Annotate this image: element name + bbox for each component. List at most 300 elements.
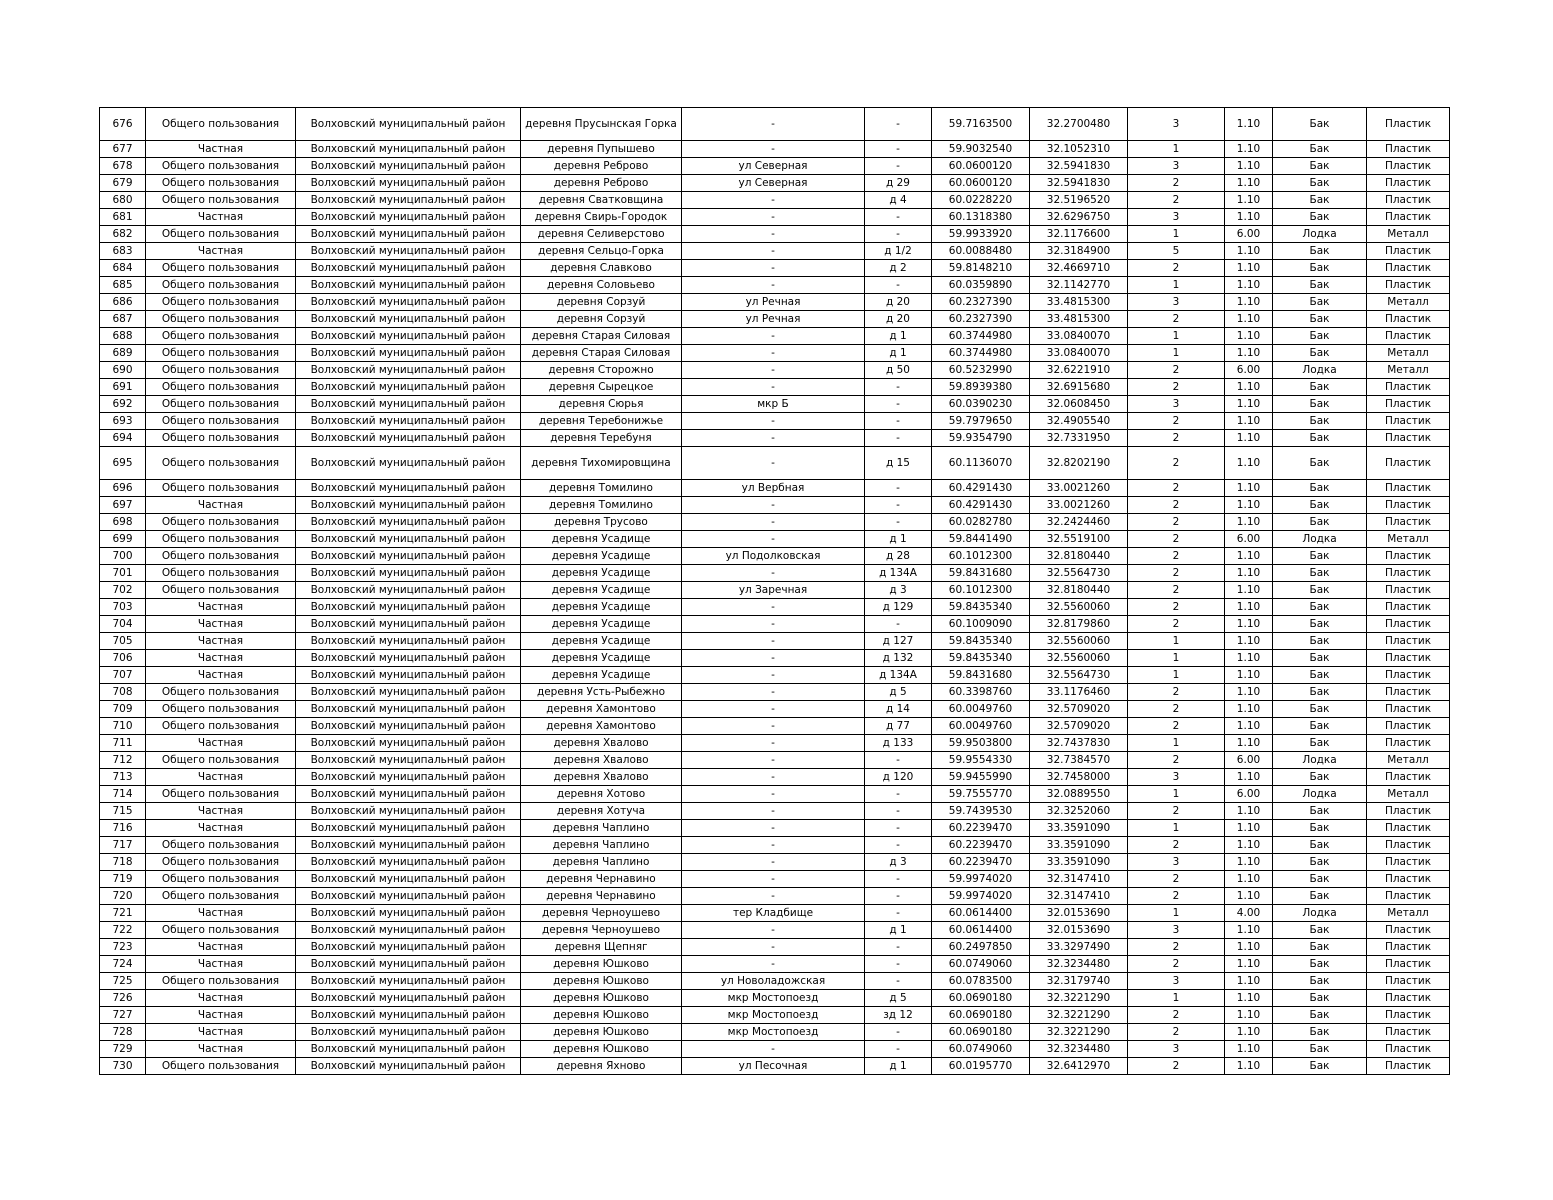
cell-house: д 5 [865, 990, 932, 1007]
cell-longitude: 32.3221290 [1030, 1007, 1128, 1024]
cell-row-number: 717 [100, 837, 146, 854]
cell-house: д 3 [865, 854, 932, 871]
cell-longitude: 32.6221910 [1030, 362, 1128, 379]
cell-street: - [682, 633, 865, 650]
cell-container-count: 3 [1128, 769, 1225, 786]
cell-volume: 1.10 [1225, 311, 1273, 328]
cell-volume: 1.10 [1225, 769, 1273, 786]
cell-container-type: Бак [1273, 379, 1367, 396]
cell-street: ул Речная [682, 294, 865, 311]
cell-container-count: 2 [1128, 956, 1225, 973]
cell-settlement: деревня Сватковщина [521, 192, 682, 209]
cell-longitude: 32.5564730 [1030, 565, 1128, 582]
cell-container-count: 2 [1128, 514, 1225, 531]
cell-ownership-type: Общего пользования [146, 192, 296, 209]
table-row [100, 956, 1450, 973]
cell-ownership-type: Общего пользования [146, 345, 296, 362]
cell-street: - [682, 565, 865, 582]
cell-ownership-type: Частная [146, 650, 296, 667]
cell-settlement: деревня Чаплино [521, 837, 682, 854]
cell-container-count: 1 [1128, 990, 1225, 1007]
cell-longitude: 32.3221290 [1030, 1024, 1128, 1041]
cell-ownership-type: Общего пользования [146, 786, 296, 803]
cell-volume: 1.10 [1225, 956, 1273, 973]
cell-longitude: 32.7458000 [1030, 769, 1128, 786]
cell-ownership-type: Частная [146, 735, 296, 752]
cell-volume: 6.00 [1225, 752, 1273, 769]
cell-container-type: Бак [1273, 345, 1367, 362]
cell-district: Волховский муниципальный район [296, 480, 521, 497]
cell-row-number: 700 [100, 548, 146, 565]
cell-longitude: 32.5941830 [1030, 158, 1128, 175]
cell-district: Волховский муниципальный район [296, 226, 521, 243]
cell-settlement: деревня Черноушево [521, 905, 682, 922]
cell-row-number: 714 [100, 786, 146, 803]
cell-volume: 1.10 [1225, 667, 1273, 684]
cell-ownership-type: Общего пользования [146, 294, 296, 311]
cell-district: Волховский муниципальный район [296, 735, 521, 752]
cell-house: д 134А [865, 667, 932, 684]
cell-material: Пластик [1367, 447, 1450, 480]
cell-row-number: 697 [100, 497, 146, 514]
cell-settlement: деревня Юшково [521, 1024, 682, 1041]
cell-row-number: 695 [100, 447, 146, 480]
cell-street: мкр Б [682, 396, 865, 413]
cell-street: ул Вербная [682, 480, 865, 497]
table-row [100, 854, 1450, 871]
cell-settlement: деревня Теребонижье [521, 413, 682, 430]
table-row [100, 650, 1450, 667]
cell-longitude: 32.2700480 [1030, 108, 1128, 141]
cell-house: д 129 [865, 599, 932, 616]
cell-latitude: 60.2239470 [932, 854, 1030, 871]
cell-row-number: 705 [100, 633, 146, 650]
cell-row-number: 685 [100, 277, 146, 294]
table-row [100, 430, 1450, 447]
table-row [100, 582, 1450, 599]
cell-material: Пластик [1367, 684, 1450, 701]
cell-container-count: 1 [1128, 650, 1225, 667]
cell-container-type: Бак [1273, 294, 1367, 311]
cell-material: Пластик [1367, 769, 1450, 786]
cell-longitude: 32.3234480 [1030, 1041, 1128, 1058]
cell-street: ул Речная [682, 311, 865, 328]
cell-ownership-type: Общего пользования [146, 565, 296, 582]
cell-row-number: 719 [100, 871, 146, 888]
cell-latitude: 59.8435340 [932, 633, 1030, 650]
cell-row-number: 720 [100, 888, 146, 905]
cell-district: Волховский муниципальный район [296, 413, 521, 430]
cell-district: Волховский муниципальный район [296, 599, 521, 616]
cell-ownership-type: Общего пользования [146, 260, 296, 277]
cell-volume: 1.10 [1225, 701, 1273, 718]
cell-settlement: деревня Юшково [521, 990, 682, 1007]
cell-material: Пластик [1367, 108, 1450, 141]
cell-container-count: 2 [1128, 582, 1225, 599]
cell-longitude: 33.4815300 [1030, 294, 1128, 311]
cell-house: - [865, 379, 932, 396]
cell-street: - [682, 939, 865, 956]
cell-house: - [865, 141, 932, 158]
cell-container-type: Бак [1273, 243, 1367, 260]
cell-container-count: 3 [1128, 922, 1225, 939]
cell-latitude: 59.9032540 [932, 141, 1030, 158]
cell-longitude: 32.8202190 [1030, 447, 1128, 480]
cell-district: Волховский муниципальный район [296, 1024, 521, 1041]
table-row [100, 243, 1450, 260]
cell-longitude: 32.5560060 [1030, 650, 1128, 667]
cell-volume: 1.10 [1225, 277, 1273, 294]
table-row [100, 1041, 1450, 1058]
cell-material: Металл [1367, 294, 1450, 311]
table-row [100, 141, 1450, 158]
cell-district: Волховский муниципальный район [296, 667, 521, 684]
cell-container-type: Лодка [1273, 786, 1367, 803]
table-row [100, 667, 1450, 684]
cell-street: - [682, 718, 865, 735]
cell-settlement: деревня Хотуча [521, 803, 682, 820]
cell-district: Волховский муниципальный район [296, 990, 521, 1007]
cell-volume: 1.10 [1225, 396, 1273, 413]
cell-container-type: Бак [1273, 667, 1367, 684]
cell-district: Волховский муниципальный район [296, 108, 521, 141]
cell-settlement: деревня Яхново [521, 1058, 682, 1075]
cell-street: - [682, 108, 865, 141]
cell-settlement: деревня Усадище [521, 548, 682, 565]
cell-longitude: 32.4669710 [1030, 260, 1128, 277]
cell-ownership-type: Частная [146, 497, 296, 514]
cell-volume: 1.10 [1225, 939, 1273, 956]
cell-container-type: Бак [1273, 480, 1367, 497]
cell-container-type: Бак [1273, 973, 1367, 990]
cell-row-number: 728 [100, 1024, 146, 1041]
cell-district: Волховский муниципальный район [296, 701, 521, 718]
cell-container-type: Бак [1273, 684, 1367, 701]
cell-latitude: 60.0600120 [932, 158, 1030, 175]
table-row [100, 158, 1450, 175]
cell-settlement: деревня Чаплино [521, 820, 682, 837]
cell-district: Волховский муниципальный район [296, 956, 521, 973]
cell-house: - [865, 820, 932, 837]
cell-volume: 1.10 [1225, 803, 1273, 820]
cell-settlement: деревня Сторожно [521, 362, 682, 379]
table-row [100, 803, 1450, 820]
cell-material: Пластик [1367, 243, 1450, 260]
cell-longitude: 33.1176460 [1030, 684, 1128, 701]
cell-longitude: 33.0840070 [1030, 328, 1128, 345]
cell-container-count: 3 [1128, 854, 1225, 871]
cell-container-count: 2 [1128, 480, 1225, 497]
data-table [99, 107, 1450, 1075]
cell-house: - [865, 108, 932, 141]
cell-volume: 1.10 [1225, 209, 1273, 226]
cell-volume: 1.10 [1225, 158, 1273, 175]
cell-ownership-type: Общего пользования [146, 226, 296, 243]
cell-settlement: деревня Хвалово [521, 769, 682, 786]
table-row [100, 294, 1450, 311]
table-row [100, 497, 1450, 514]
cell-row-number: 709 [100, 701, 146, 718]
cell-material: Пластик [1367, 718, 1450, 735]
table-row [100, 514, 1450, 531]
cell-house: д 1 [865, 922, 932, 939]
cell-container-count: 2 [1128, 684, 1225, 701]
cell-district: Волховский муниципальный район [296, 684, 521, 701]
cell-district: Волховский муниципальный район [296, 260, 521, 277]
cell-ownership-type: Частная [146, 141, 296, 158]
cell-container-count: 2 [1128, 548, 1225, 565]
cell-container-count: 2 [1128, 413, 1225, 430]
cell-row-number: 713 [100, 769, 146, 786]
table-row [100, 311, 1450, 328]
cell-container-count: 2 [1128, 837, 1225, 854]
cell-material: Пластик [1367, 480, 1450, 497]
cell-latitude: 59.9933920 [932, 226, 1030, 243]
cell-house: д 120 [865, 769, 932, 786]
cell-latitude: 60.0049760 [932, 718, 1030, 735]
cell-district: Волховский муниципальный район [296, 582, 521, 599]
cell-longitude: 32.1052310 [1030, 141, 1128, 158]
cell-container-type: Бак [1273, 990, 1367, 1007]
cell-volume: 4.00 [1225, 905, 1273, 922]
cell-volume: 6.00 [1225, 362, 1273, 379]
cell-district: Волховский муниципальный район [296, 871, 521, 888]
cell-longitude: 32.5941830 [1030, 175, 1128, 192]
cell-latitude: 59.7555770 [932, 786, 1030, 803]
table-row [100, 973, 1450, 990]
cell-house: - [865, 973, 932, 990]
cell-material: Пластик [1367, 175, 1450, 192]
cell-material: Пластик [1367, 616, 1450, 633]
cell-volume: 1.10 [1225, 616, 1273, 633]
cell-row-number: 727 [100, 1007, 146, 1024]
cell-district: Волховский муниципальный район [296, 803, 521, 820]
table-row [100, 1024, 1450, 1041]
cell-house: - [865, 209, 932, 226]
cell-district: Волховский муниципальный район [296, 514, 521, 531]
cell-street: ул Северная [682, 175, 865, 192]
cell-volume: 1.10 [1225, 990, 1273, 1007]
cell-ownership-type: Частная [146, 633, 296, 650]
table-row [100, 362, 1450, 379]
cell-row-number: 730 [100, 1058, 146, 1075]
table-row [100, 260, 1450, 277]
cell-longitude: 33.3591090 [1030, 837, 1128, 854]
cell-row-number: 699 [100, 531, 146, 548]
cell-container-type: Бак [1273, 209, 1367, 226]
cell-container-type: Бак [1273, 650, 1367, 667]
cell-house: - [865, 1041, 932, 1058]
cell-district: Волховский муниципальный район [296, 1058, 521, 1075]
cell-material: Пластик [1367, 599, 1450, 616]
cell-volume: 1.10 [1225, 514, 1273, 531]
cell-material: Пластик [1367, 158, 1450, 175]
cell-settlement: деревня Старая Силовая [521, 345, 682, 362]
cell-ownership-type: Общего пользования [146, 922, 296, 939]
cell-row-number: 698 [100, 514, 146, 531]
cell-longitude: 32.8180440 [1030, 582, 1128, 599]
cell-settlement: деревня Усадище [521, 582, 682, 599]
cell-street: - [682, 260, 865, 277]
cell-volume: 1.10 [1225, 735, 1273, 752]
cell-material: Металл [1367, 905, 1450, 922]
cell-street: - [682, 328, 865, 345]
cell-row-number: 726 [100, 990, 146, 1007]
cell-ownership-type: Общего пользования [146, 311, 296, 328]
cell-material: Пластик [1367, 514, 1450, 531]
cell-container-type: Бак [1273, 497, 1367, 514]
cell-street: - [682, 684, 865, 701]
cell-district: Волховский муниципальный район [296, 311, 521, 328]
cell-latitude: 60.2239470 [932, 820, 1030, 837]
cell-container-count: 1 [1128, 226, 1225, 243]
table-row [100, 616, 1450, 633]
cell-volume: 1.10 [1225, 260, 1273, 277]
table-row [100, 820, 1450, 837]
cell-material: Пластик [1367, 990, 1450, 1007]
cell-material: Пластик [1367, 701, 1450, 718]
cell-row-number: 708 [100, 684, 146, 701]
cell-street: - [682, 362, 865, 379]
cell-district: Волховский муниципальный район [296, 192, 521, 209]
cell-row-number: 686 [100, 294, 146, 311]
cell-house: д 20 [865, 311, 932, 328]
cell-settlement: деревня Реброво [521, 158, 682, 175]
table-row [100, 277, 1450, 294]
table-row [100, 1007, 1450, 1024]
cell-container-count: 1 [1128, 667, 1225, 684]
cell-settlement: деревня Сорзуй [521, 311, 682, 328]
cell-district: Волховский муниципальный район [296, 718, 521, 735]
cell-house: д 20 [865, 294, 932, 311]
cell-street: - [682, 413, 865, 430]
cell-district: Волховский муниципальный район [296, 939, 521, 956]
cell-container-count: 2 [1128, 379, 1225, 396]
cell-longitude: 33.0840070 [1030, 345, 1128, 362]
cell-street: - [682, 735, 865, 752]
cell-house: д 15 [865, 447, 932, 480]
cell-container-type: Бак [1273, 871, 1367, 888]
cell-container-count: 2 [1128, 752, 1225, 769]
cell-house: - [865, 413, 932, 430]
cell-latitude: 60.1136070 [932, 447, 1030, 480]
cell-ownership-type: Общего пользования [146, 480, 296, 497]
cell-district: Волховский муниципальный район [296, 820, 521, 837]
cell-container-type: Бак [1273, 447, 1367, 480]
cell-volume: 6.00 [1225, 226, 1273, 243]
cell-house: д 3 [865, 582, 932, 599]
cell-house: д 132 [865, 650, 932, 667]
cell-container-type: Бак [1273, 413, 1367, 430]
cell-container-type: Бак [1273, 141, 1367, 158]
cell-latitude: 60.0088480 [932, 243, 1030, 260]
cell-material: Пластик [1367, 311, 1450, 328]
cell-house: д 133 [865, 735, 932, 752]
cell-volume: 1.10 [1225, 108, 1273, 141]
cell-house: д 14 [865, 701, 932, 718]
cell-material: Пластик [1367, 803, 1450, 820]
cell-row-number: 683 [100, 243, 146, 260]
cell-longitude: 32.3179740 [1030, 973, 1128, 990]
cell-street: - [682, 209, 865, 226]
cell-settlement: деревня Чернавино [521, 871, 682, 888]
cell-container-count: 1 [1128, 633, 1225, 650]
cell-latitude: 60.0749060 [932, 1041, 1030, 1058]
cell-house: - [865, 956, 932, 973]
cell-volume: 1.10 [1225, 413, 1273, 430]
cell-ownership-type: Частная [146, 616, 296, 633]
cell-row-number: 676 [100, 108, 146, 141]
cell-district: Волховский муниципальный район [296, 497, 521, 514]
cell-material: Пластик [1367, 1024, 1450, 1041]
cell-latitude: 60.0690180 [932, 1007, 1030, 1024]
cell-ownership-type: Общего пользования [146, 447, 296, 480]
table-row [100, 735, 1450, 752]
cell-settlement: деревня Сельцо-Горка [521, 243, 682, 260]
cell-settlement: деревня Усадище [521, 599, 682, 616]
cell-volume: 1.10 [1225, 141, 1273, 158]
cell-ownership-type: Частная [146, 599, 296, 616]
cell-row-number: 703 [100, 599, 146, 616]
table-row [100, 108, 1450, 141]
cell-settlement: деревня Трусово [521, 514, 682, 531]
cell-row-number: 679 [100, 175, 146, 192]
cell-material: Пластик [1367, 582, 1450, 599]
cell-street: - [682, 141, 865, 158]
cell-container-type: Бак [1273, 430, 1367, 447]
cell-ownership-type: Общего пользования [146, 888, 296, 905]
cell-container-count: 2 [1128, 1024, 1225, 1041]
cell-settlement: деревня Славково [521, 260, 682, 277]
cell-house: - [865, 837, 932, 854]
cell-container-count: 2 [1128, 1058, 1225, 1075]
cell-material: Пластик [1367, 871, 1450, 888]
cell-street: тер Кладбище [682, 905, 865, 922]
cell-row-number: 725 [100, 973, 146, 990]
cell-settlement: деревня Соловьево [521, 277, 682, 294]
cell-volume: 1.10 [1225, 820, 1273, 837]
cell-ownership-type: Общего пользования [146, 582, 296, 599]
cell-street: - [682, 447, 865, 480]
cell-volume: 1.10 [1225, 888, 1273, 905]
cell-settlement: деревня Усадище [521, 565, 682, 582]
cell-container-type: Бак [1273, 1007, 1367, 1024]
cell-ownership-type: Общего пользования [146, 548, 296, 565]
cell-container-count: 2 [1128, 362, 1225, 379]
cell-latitude: 60.3398760 [932, 684, 1030, 701]
cell-longitude: 32.3147410 [1030, 888, 1128, 905]
cell-longitude: 32.3184900 [1030, 243, 1128, 260]
cell-volume: 1.10 [1225, 871, 1273, 888]
cell-latitude: 60.3744980 [932, 345, 1030, 362]
cell-ownership-type: Частная [146, 1041, 296, 1058]
cell-row-number: 722 [100, 922, 146, 939]
cell-district: Волховский муниципальный район [296, 1041, 521, 1058]
cell-container-count: 1 [1128, 345, 1225, 362]
cell-longitude: 32.2424460 [1030, 514, 1128, 531]
cell-container-type: Бак [1273, 1041, 1367, 1058]
cell-settlement: деревня Хвалово [521, 752, 682, 769]
cell-district: Волховский муниципальный район [296, 328, 521, 345]
cell-district: Волховский муниципальный район [296, 633, 521, 650]
cell-ownership-type: Общего пользования [146, 379, 296, 396]
table-row [100, 684, 1450, 701]
cell-latitude: 59.9974020 [932, 871, 1030, 888]
cell-district: Волховский муниципальный район [296, 973, 521, 990]
cell-longitude: 33.4815300 [1030, 311, 1128, 328]
cell-ownership-type: Общего пользования [146, 396, 296, 413]
cell-district: Волховский муниципальный район [296, 1007, 521, 1024]
